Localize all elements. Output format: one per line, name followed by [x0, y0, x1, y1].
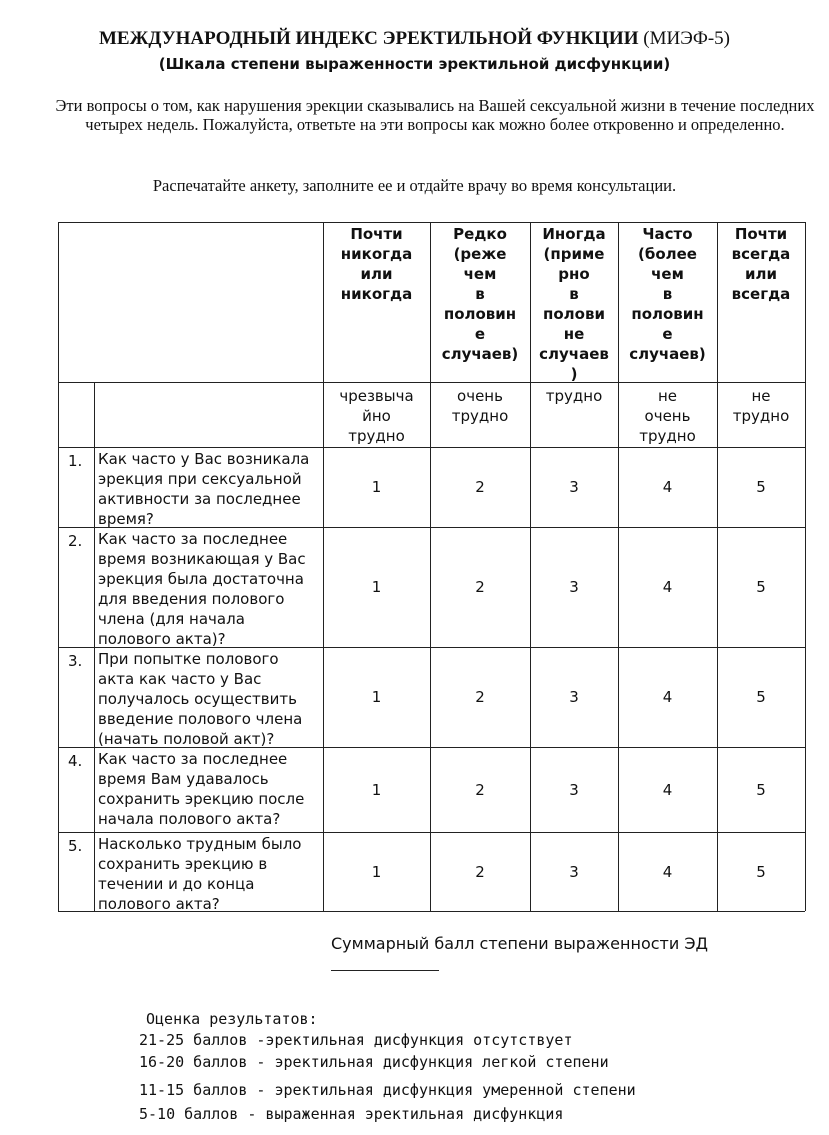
table-number-column-divider — [94, 382, 95, 911]
result-line-4: 5-10 баллов - выраженная эректильная дисфункция — [139, 1105, 564, 1123]
score-option-q4-5[interactable]: 5 — [756, 781, 766, 799]
table-row-divider — [58, 447, 805, 448]
score-option-q5-5[interactable]: 5 — [756, 863, 766, 881]
result-line-1: 21-25 баллов -эректильная дисфункция отсутствует — [139, 1031, 573, 1049]
question-text: При попытке полового акта как часто у Вас получалось осуществить введение полового члена (начать половой акт)? — [98, 650, 303, 748]
document-title — [0, 28, 829, 50]
result-line-2: 16-20 баллов - эректильная дисфункция легкой степени — [139, 1053, 609, 1071]
score-option-q5-2[interactable]: 2 — [475, 863, 485, 881]
question-text: Как часто за последнее время Вам удавалось сохранить эрекцию после начала полового акта? — [98, 750, 305, 828]
difficulty-header-1: чрезвыча йно трудно — [339, 387, 414, 445]
score-option-q5-4[interactable]: 4 — [662, 863, 673, 881]
difficulty-header-3: трудно — [545, 387, 603, 405]
score-option-q2-1[interactable]: 1 — [371, 578, 382, 596]
total-score-label: Суммарный балл степени выраженности ЭД — [331, 934, 709, 953]
table-column-divider — [717, 222, 718, 911]
frequency-header-3: Иногда (приме рно в полови не случаев ) — [539, 225, 609, 383]
score-option-q3-5[interactable]: 5 — [756, 688, 766, 706]
intro-paragraph: Эти вопросы о том, как нарушения эрекции сказывались на Вашей сексуальной жизни в течение последних четырех недель. Пожалуйста, ответьте на эти вопросы как можно более откровенно и определенно. — [55, 96, 815, 134]
table-border-left — [58, 222, 59, 911]
document-subtitle: (Шкала степени выраженности эректильной дисфункции) — [158, 55, 671, 73]
score-option-q4-3[interactable]: 3 — [569, 781, 579, 799]
difficulty-header-4: не очень трудно — [639, 387, 696, 445]
question-text: Насколько трудным было сохранить эрекцию в течении и до конца полового акта? — [98, 835, 302, 913]
table-border-top — [58, 222, 805, 223]
question-text: Как часто у Вас возникала эрекция при сексуальной активности за последнее время? — [98, 450, 310, 528]
question-number: 1. — [68, 452, 83, 470]
difficulty-header-2: очень трудно — [451, 387, 509, 425]
score-option-q2-5[interactable]: 5 — [756, 578, 766, 596]
question-number: 5. — [68, 837, 83, 855]
score-option-q1-3[interactable]: 3 — [569, 478, 579, 496]
score-option-q3-3[interactable]: 3 — [569, 688, 579, 706]
score-option-q1-1[interactable]: 1 — [371, 478, 382, 496]
score-option-q1-5[interactable]: 5 — [756, 478, 766, 496]
frequency-header-2: Редко (реже чем в половин е случаев) — [441, 225, 519, 363]
score-option-q3-4[interactable]: 4 — [662, 688, 673, 706]
total-score-blank[interactable] — [331, 970, 439, 971]
score-option-q1-4[interactable]: 4 — [662, 478, 673, 496]
question-number: 4. — [68, 752, 83, 770]
score-option-q2-3[interactable]: 3 — [569, 578, 579, 596]
table-column-divider — [323, 222, 324, 911]
title-abbreviation: (МИЭФ-5) — [643, 28, 730, 49]
score-option-q3-2[interactable]: 2 — [475, 688, 485, 706]
score-option-q4-4[interactable]: 4 — [662, 781, 673, 799]
frequency-header-5: Почти всегда или всегда — [731, 225, 791, 303]
result-line-3: 11-15 баллов - эректильная дисфункция умеренной степени — [139, 1081, 636, 1099]
table-row-divider — [58, 382, 805, 383]
table-border-right — [805, 222, 806, 911]
question-text: Как часто за последнее время возникающая у Вас эрекция была достаточна для введения полового члена (для начала полового акта)? — [98, 530, 306, 648]
question-number: 2. — [68, 532, 83, 550]
title-main: МЕЖДУНАРОДНЫЙ ИНДЕКС ЭРЕКТИЛЬНОЙ ФУНКЦИИ — [99, 28, 639, 49]
score-option-q2-4[interactable]: 4 — [662, 578, 673, 596]
score-option-q1-2[interactable]: 2 — [475, 478, 485, 496]
difficulty-header-5: не трудно — [732, 387, 790, 425]
score-option-q4-1[interactable]: 1 — [371, 781, 382, 799]
score-option-q3-1[interactable]: 1 — [371, 688, 382, 706]
results-title: Оценка результатов: — [146, 1010, 318, 1028]
score-option-q5-3[interactable]: 3 — [569, 863, 579, 881]
frequency-header-4: Часто (более чем в половин е случаев) — [629, 225, 706, 363]
table-row-divider — [58, 832, 805, 833]
score-option-q4-2[interactable]: 2 — [475, 781, 485, 799]
frequency-header-1: Почти никогда или никогда — [340, 225, 413, 303]
score-option-q2-2[interactable]: 2 — [475, 578, 485, 596]
print-instruction: Распечатайте анкету, заполните ее и отдайте врачу во время консультации. — [152, 176, 677, 195]
score-option-q5-1[interactable]: 1 — [371, 863, 382, 881]
question-number: 3. — [68, 652, 83, 670]
